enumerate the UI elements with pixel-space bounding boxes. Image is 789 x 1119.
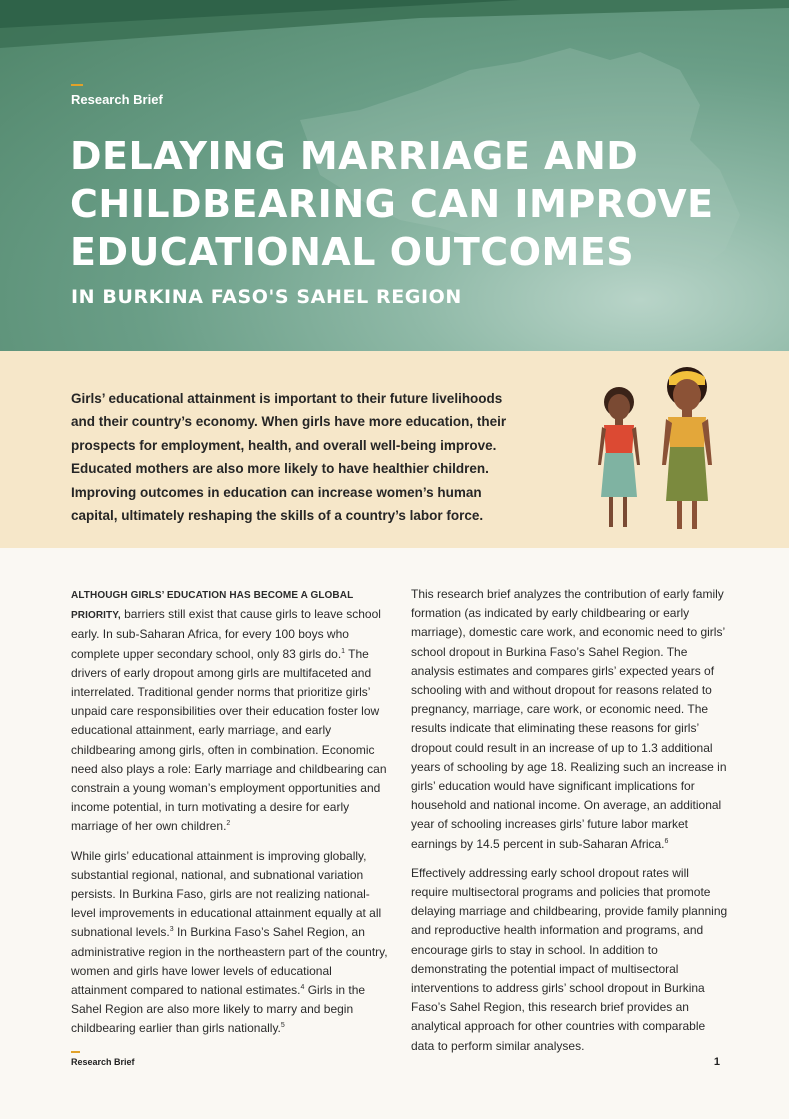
left-paragraph-1 (71, 585, 389, 837)
header-top-band (0, 0, 789, 60)
footer-accent-dash (71, 1051, 80, 1053)
right-paragraph-2: Effectively addressing early school dropout rates will require multisectoral programs and policies that promote delaying marriage and childbearing, provide family planning and reproductive health information and programs, and encourage girls to stay in school. In addition to demonstrating the potential impact of multisectoral interventions to address girls’ school dropout in Burkina Faso’s Sahel Region, this research brief provides an analytical approach for other countries with comparable data to perform similar analyses. (411, 865, 728, 1053)
page-number: 1 (713, 1056, 720, 1068)
footnote-ref-1[interactable]: 1 (341, 647, 346, 655)
intro-paragraph: Girls’ educational attainment is important to their future livelihoods and their country’s economy. When girls have more education, their prospects for employment, health, and overall well-being improve. Educated mothers are also more likely to have healthier children. Improving outcomes in education can increase women’s human capital, ultimately reshaping the skills of a country’s labor force. (71, 391, 507, 524)
left-paragraph-2 (71, 847, 389, 1039)
girl-right-figure (662, 367, 712, 529)
body-column-right (411, 585, 729, 1066)
left-p1-text-b: The drivers of early dropout among girls are multifaceted and interrelated. Traditional gender norms that prioritize girls’ unpaid care responsibilities over their education foster low educational attainment, early marriage, and early childbearing among girls, often in combination. Economic need also plays a role: Early marriage and childbearing can constrain a young woman’s employment opportunities and income potential, in turn motivating a desire for early marriage of her own children. (71, 646, 387, 834)
footnote-ref-5[interactable]: 5 (280, 1022, 285, 1030)
left-p2-text-b: In Burkina Faso’s Sahel Region, an administrative region in the northeastern part of the country, women and girls have lower levels of educational attainment compared to national estimates. (71, 925, 388, 998)
footnote-ref-4[interactable]: 4 (300, 984, 305, 992)
two-girls-illustration (592, 365, 732, 535)
footnote-ref-2[interactable]: 2 (226, 820, 231, 828)
footnote-ref-3[interactable]: 3 (169, 926, 174, 934)
footer-label: Research Brief (71, 1057, 135, 1067)
eyebrow-label: Research Brief (71, 92, 163, 107)
page-title: DELAYING MARRIAGE AND CHILDBEARING CAN IMPROVE EDUCATIONAL OUTCOMES (70, 134, 714, 274)
page-subtitle: IN BURKINA FASO'S SAHEL REGION (71, 286, 462, 308)
body-column-left (71, 585, 389, 1049)
girl-left-figure (598, 387, 640, 527)
right-paragraph-1 (411, 585, 729, 854)
header-banner (0, 0, 789, 351)
eyebrow-accent-dash (71, 84, 83, 86)
left-p1-text-a: barriers still exist that cause girls to leave school early. In sub-Saharan Africa, for every 100 boys who complete upper secondary school, only 83 girls do. (71, 607, 381, 661)
footnote-ref-6[interactable]: 6 (664, 837, 669, 845)
lead-in-caps: ALTHOUGH GIRLS’ EDUCATION HAS BECOME A GLOBAL PRIORITY, (71, 590, 354, 622)
intro-band (0, 351, 789, 548)
left-p2-text-a: While girls’ educational attainment is improving globally, substantial regional, national, and subnational variation persists. In Burkina Faso, girls are not realizing national-level improvements in educational attainment equally at all subnational levels. (71, 848, 382, 940)
left-p2-text-c: Girls in the Sahel Region are also more likely to marry and begin childbearing earlier than girls nationally. (71, 983, 366, 1036)
right-p1-text: This research brief analyzes the contribution of early family formation (as indicated by early childbearing or early marriage), domestic care work, and economic need to girls’ school dropout in Burkina Faso’s Sahel Region. The analysis estimates and compares girls’ expected years of schooling with and without dropout for reasons related to pregnancy, marriage, care work, or economic need. The results indicate that eliminating these reasons for girls’ dropout could result in an increase of up to 1.3 additional years of schooling by age 18. Realizing such an increase in girls’ education would have significant implications for household and national income. On average, an additional year of schooling increases girls’ future labor market earnings by 14.5 percent in sub-Saharan Africa. (411, 587, 727, 851)
